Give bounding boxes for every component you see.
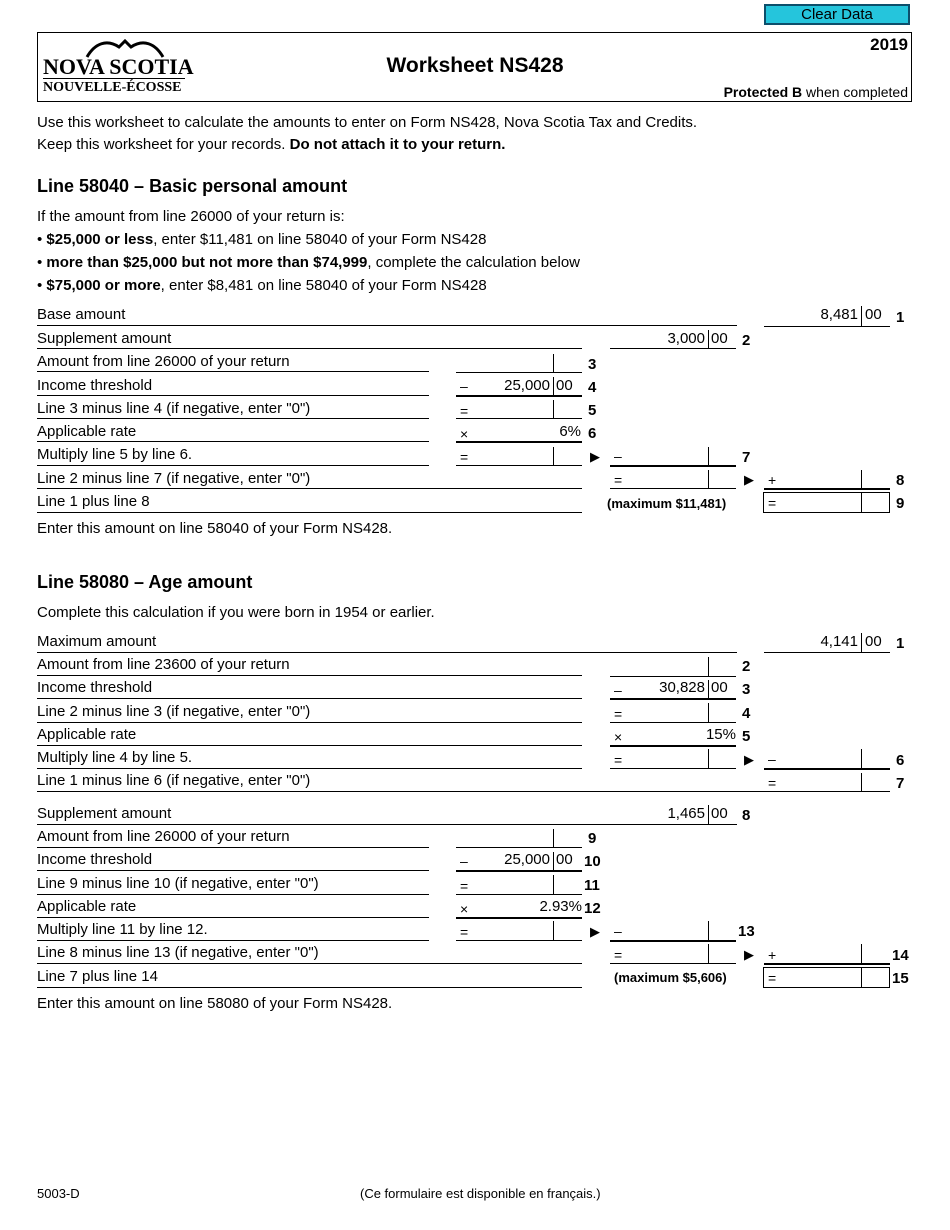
s1-row-label: Multiply line 5 by line 6. (37, 446, 193, 463)
age-line11-field[interactable] (456, 894, 582, 895)
clear-data-button[interactable]: Clear Data (764, 4, 910, 25)
protected-label: Protected B when completed (723, 84, 908, 100)
minus-sign: – (768, 751, 776, 767)
equals-sign: = (460, 878, 469, 894)
s2-row-label: Multiply line 4 by line 5. (37, 749, 193, 766)
s2-row-label: Line 7 plus line 14 (37, 968, 158, 985)
row-separator (37, 894, 429, 895)
s1-row-label: Income threshold (37, 377, 153, 394)
age-line2-field[interactable] (610, 676, 736, 677)
age-line14-field (764, 963, 890, 965)
s2-row-label: Amount from line 26000 of your return (37, 828, 290, 845)
cents-divider (708, 749, 709, 768)
s1-row-label: Line 3 minus line 4 (if negative, enter "0") (37, 400, 311, 417)
row-separator (37, 348, 582, 349)
s1-row-label: Amount from line 26000 of your return (37, 353, 290, 370)
age-line6-field (764, 768, 890, 770)
line-number: 14 (892, 947, 909, 964)
maximum-note: (maximum $11,481) (607, 496, 727, 511)
row-separator (37, 465, 429, 466)
age-line12-field (456, 917, 582, 919)
cents-divider (708, 657, 709, 676)
age-rate2-value: 2.93% (539, 898, 582, 915)
line-number: 10 (584, 853, 601, 870)
equals-sign: = (460, 449, 469, 465)
row-separator (37, 791, 890, 792)
intro-line-2: Keep this worksheet for your records. Do not attach it to your return. (37, 136, 506, 153)
s2-row-label: Amount from line 23600 of your return (37, 656, 290, 673)
row-separator (37, 488, 582, 489)
age-line8-field[interactable] (610, 824, 736, 825)
cents-divider (553, 400, 554, 418)
row-separator (37, 768, 582, 769)
line5-field[interactable] (456, 418, 582, 419)
arrow-icon: ▶ (744, 947, 754, 962)
row-separator (37, 395, 429, 396)
line-number: 4 (588, 379, 597, 396)
age-maximum-note: (maximum $5,606) (614, 970, 727, 985)
age-line13-field (610, 940, 736, 942)
line-number: 13 (738, 923, 755, 940)
section1-bullet: • $25,000 or less, enter $11,481 on line 58040 of your Form NS428 (37, 231, 487, 248)
s2-row-label: Line 9 minus line 10 (if negative, enter "0") (37, 875, 319, 892)
minus-sign: – (460, 378, 468, 394)
cents-divider (708, 447, 709, 465)
equals-sign: = (614, 752, 623, 768)
french-note: (Ce formulaire est disponible en français.) (360, 1186, 601, 1201)
logo-divider (43, 78, 185, 79)
minus-sign: – (614, 923, 622, 939)
row-separator (37, 987, 582, 988)
line-number: 9 (588, 830, 597, 847)
supplement-cents: 00 (711, 330, 728, 347)
section2-lead: Complete this calculation if you were born in 1954 or earlier. (37, 604, 435, 621)
max-amount-cents: 00 (865, 633, 882, 650)
threshold-dollars: 25,000 (504, 377, 550, 394)
cents-divider (708, 330, 709, 348)
age-line3-field (610, 698, 736, 700)
logo-nouvelle-ecosse: NOUVELLE-ÉCOSSE (43, 80, 182, 95)
intro-line-1: Use this worksheet to calculate the amounts to enter on Form NS428, Nova Scotia Tax and Credits. (37, 114, 698, 131)
s2-row-label: Line 2 minus line 3 (if negative, enter "0") (37, 703, 311, 720)
cents-divider (708, 703, 709, 722)
cents-divider (861, 306, 862, 326)
max-amount-dollars: 4,141 (820, 633, 858, 650)
line4-field (456, 395, 582, 397)
age-line4-field[interactable] (610, 722, 736, 723)
line-number: 2 (742, 658, 751, 675)
age-supplement-cents: 00 (711, 805, 728, 822)
arrow-icon: ▶ (590, 924, 600, 939)
row-separator (37, 675, 582, 676)
cents-divider (861, 749, 862, 768)
age-threshold2-cents: 00 (556, 851, 573, 868)
equals-sign: = (614, 472, 623, 488)
section1-footer: Enter this amount on line 58040 of your Form NS428. (37, 520, 393, 537)
age-supplement-dollars: 1,465 (667, 805, 705, 822)
line-number: 7 (742, 449, 751, 466)
times-sign: × (460, 901, 469, 917)
row-separator (37, 917, 429, 918)
row-separator (37, 847, 429, 848)
section1-bullet: • $75,000 or more, enter $8,481 on line 58040 of your Form NS428 (37, 277, 487, 294)
line8-col2-field[interactable] (610, 488, 736, 489)
cents-divider (553, 921, 554, 940)
s1-row-label: Line 1 plus line 8 (37, 493, 150, 510)
section2-footer: Enter this amount on line 58080 of your Form NS428. (37, 995, 393, 1012)
s1-row-label: Supplement amount (37, 330, 172, 347)
equals-sign: = (460, 924, 469, 940)
equals-sign: = (614, 947, 623, 963)
base-amount-cents: 00 (865, 306, 882, 323)
s2-row-label: Applicable rate (37, 726, 137, 743)
age-line6-col2-field[interactable] (610, 768, 736, 769)
line-number: 8 (742, 807, 751, 824)
age-line1-field[interactable] (764, 652, 890, 653)
age-threshold-dollars: 30,828 (659, 679, 705, 696)
cents-divider (861, 968, 862, 987)
minus-sign: – (614, 682, 622, 698)
cents-divider (553, 829, 554, 847)
plus-sign: + (768, 947, 777, 963)
equals-sign: = (460, 403, 469, 419)
cents-divider (708, 470, 709, 488)
line7-col1-field[interactable] (456, 465, 582, 466)
age-threshold-cents: 00 (711, 679, 728, 696)
equals-sign: = (768, 775, 777, 791)
row-separator (37, 441, 429, 442)
cents-divider (861, 633, 862, 652)
line-number: 2 (742, 332, 751, 349)
arrow-icon: ▶ (590, 449, 600, 464)
cents-divider (553, 875, 554, 894)
s2-row-label: Income threshold (37, 679, 153, 696)
logo-nova-scotia: NOVA SCOTIA (43, 54, 194, 79)
line-number: 1 (896, 309, 905, 326)
row-separator (37, 652, 737, 653)
s2-row-label: Line 8 minus line 13 (if negative, enter "0") (37, 944, 319, 961)
line-number: 8 (896, 472, 905, 489)
s2-row-label: Multiply line 11 by line 12. (37, 921, 208, 938)
line-number: 9 (896, 495, 905, 512)
line9-total-field[interactable] (763, 492, 890, 513)
line-number: 12 (584, 900, 601, 917)
line-number: 4 (742, 705, 751, 722)
supplement-dollars: 3,000 (667, 330, 705, 347)
row-separator (37, 722, 582, 723)
line-number: 3 (588, 356, 597, 373)
base-amount-dollars: 8,481 (820, 306, 858, 323)
row-separator (37, 371, 429, 372)
row-separator (37, 325, 737, 326)
age-line13-col1-field[interactable] (456, 940, 582, 941)
form-year: 2019 (870, 35, 908, 54)
cents-divider (708, 680, 709, 698)
age-line9-field[interactable] (456, 847, 582, 848)
age-threshold2-dollars: 25,000 (504, 851, 550, 868)
cents-divider (861, 944, 862, 963)
s1-row-label: Base amount (37, 306, 126, 323)
cents-divider (553, 377, 554, 395)
plus-sign: + (768, 472, 777, 488)
row-separator (37, 870, 429, 871)
age-line14-col2-field[interactable] (610, 963, 736, 964)
line-number: 6 (588, 425, 597, 442)
age-line15-total-field[interactable] (763, 967, 890, 988)
s2-row-label: Line 1 minus line 6 (if negative, enter "0") (37, 772, 311, 789)
times-sign: × (460, 426, 469, 442)
minus-sign: – (614, 448, 622, 464)
age-rate-value: 15% (705, 726, 736, 743)
s1-row-label: Applicable rate (37, 423, 137, 440)
section1-heading: Line 58040 – Basic personal amount (37, 176, 348, 196)
line-number: 11 (584, 877, 600, 894)
section1-lead: If the amount from line 26000 of your return is: (37, 208, 345, 225)
section1-bullet: • more than $25,000 but not more than $74,999, complete the calculation below (37, 254, 580, 271)
cents-divider (553, 852, 554, 870)
line-number: 1 (896, 635, 905, 652)
row-separator (37, 418, 429, 419)
cents-divider (708, 921, 709, 940)
age-line5-field (610, 745, 736, 747)
age-line10-field (456, 870, 582, 872)
row-separator (37, 698, 582, 699)
arrow-icon: ▶ (744, 752, 754, 767)
s2-row-label: Supplement amount (37, 805, 172, 822)
row-separator (37, 963, 582, 964)
arrow-icon: ▶ (744, 472, 754, 487)
s2-row-label: Maximum amount (37, 633, 157, 650)
cents-divider (708, 944, 709, 963)
cents-divider (553, 447, 554, 465)
s1-row-label: Line 2 minus line 7 (if negative, enter "0") (37, 470, 311, 487)
times-sign: × (614, 729, 623, 745)
threshold-cents: 00 (556, 377, 573, 394)
cents-divider (861, 773, 862, 791)
cents-divider (861, 470, 862, 488)
cents-divider (553, 354, 554, 372)
line3-field[interactable] (456, 372, 582, 373)
equals-sign: = (614, 706, 623, 722)
s2-row-label: Income threshold (37, 851, 153, 868)
line-number: 6 (896, 752, 905, 769)
line7-field (610, 465, 736, 467)
line2-field[interactable] (610, 348, 736, 349)
line8-field (764, 488, 890, 490)
row-separator (37, 512, 582, 513)
line6-field (456, 441, 582, 443)
equals-sign: = (768, 970, 777, 986)
page-title: Worksheet NS428 (386, 54, 564, 77)
form-code: 5003-D (37, 1186, 80, 1201)
line-number: 15 (892, 970, 909, 987)
section2-heading: Line 58080 – Age amount (37, 572, 253, 592)
cents-divider (861, 493, 862, 512)
line1-field[interactable] (764, 326, 890, 327)
line-number: 5 (742, 728, 751, 745)
line-number: 3 (742, 681, 751, 698)
cents-divider (708, 805, 709, 824)
s2-row-label: Applicable rate (37, 898, 137, 915)
line-number: 7 (896, 775, 905, 792)
row-separator (37, 745, 582, 746)
equals-sign: = (768, 495, 777, 511)
rate-value: 6% (559, 423, 581, 440)
minus-sign: – (460, 853, 468, 869)
row-separator (37, 940, 429, 941)
line-number: 5 (588, 402, 597, 419)
